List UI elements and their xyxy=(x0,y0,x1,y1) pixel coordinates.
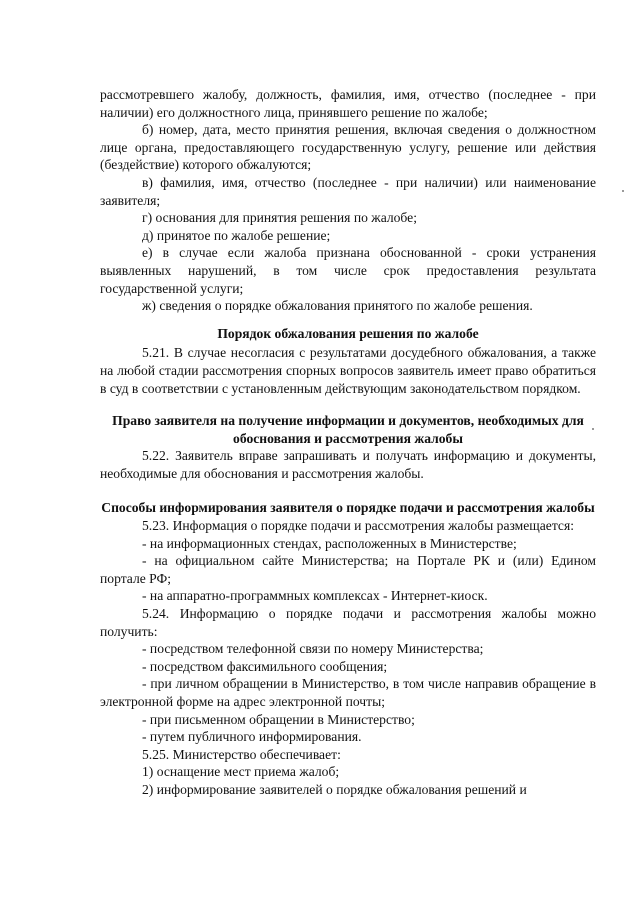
paragraph: в) фамилия, имя, отчество (последнее - при наличии) или наименование заявителя; xyxy=(100,174,596,208)
section-heading: Право заявителя на получение информации и документов, необходимых для обоснования и рассмотрения жалобы xyxy=(112,413,584,446)
paragraph: 5.24. Информацию о порядке подачи и рассмотрения жалобы можно получить: xyxy=(100,606,596,639)
document-body xyxy=(100,86,596,799)
paragraph: б) номер, дата, место принятия решения, включая сведения о должностном лице органа, предоставляющего государственную услугу, решение или действия (бездействие) которого обжалуются; xyxy=(100,122,596,173)
paragraph: ж) сведения о порядке обжалования принятого по жалобе решения. xyxy=(142,298,533,314)
section-heading: Порядок обжалования решения по жалобе xyxy=(217,325,479,341)
scan-speck xyxy=(622,190,624,192)
paragraph: 5.25. Министерство обеспечивает: xyxy=(142,746,341,762)
paragraph: 1) оснащение мест приема жалоб; xyxy=(142,764,340,780)
section-heading: Способы информирования заявителя о порядке подачи и рассмотрения жалобы xyxy=(101,500,595,516)
paragraph: г) основания для принятия решения по жалобе; xyxy=(142,210,417,226)
paragraph: - при личном обращении в Министерство, в том числе направив обращение в электронной форме на адрес электронной почты; xyxy=(100,676,596,709)
paragraph: 5.21. В случае несогласия с результатами досудебного обжалования, а также на любой стадии рассмотрения спорных вопросов заявитель имеет право обратиться в суд в соответствии с установленным действующим законодательством порядком. xyxy=(100,345,596,396)
paragraph: - на официальном сайте Министерства; на Портале РК и (или) Едином портале РФ; xyxy=(100,553,596,586)
paragraph: д) принятое по жалобе решение; xyxy=(142,227,331,243)
paragraph: - на информационных стендах, расположенных в Министерстве; xyxy=(142,535,517,551)
paragraph: е) в случае если жалоба признана обоснованной - сроки устранения выявленных нарушений, в том числе срок предоставления результата государственной услуги; xyxy=(100,245,596,296)
paragraph: 5.22. Заявитель вправе запрашивать и получать информацию и документы, необходимые для обоснования и рассмотрения жалобы. xyxy=(100,448,596,481)
paragraph: - путем публичного информирования. xyxy=(142,729,362,745)
paragraph: 5.23. Информация о порядке подачи и рассмотрения жалобы размещается: xyxy=(142,518,574,534)
paragraph: рассмотревшего жалобу, должность, фамилия, имя, отчество (последнее - при наличии) его должностного лица, принявшего решение по жалобе; xyxy=(100,87,596,120)
paragraph: - на аппаратно-программных комплексах - Интернет-киоск. xyxy=(142,588,488,604)
paragraph: 2) информирование заявителей о порядке обжалования решений и xyxy=(142,781,527,797)
paragraph: - посредством телефонной связи по номеру Министерства; xyxy=(142,641,484,657)
scan-speck xyxy=(592,428,594,430)
paragraph: - посредством факсимильного сообщения; xyxy=(142,658,388,674)
paragraph: - при письменном обращении в Министерство; xyxy=(142,711,415,727)
